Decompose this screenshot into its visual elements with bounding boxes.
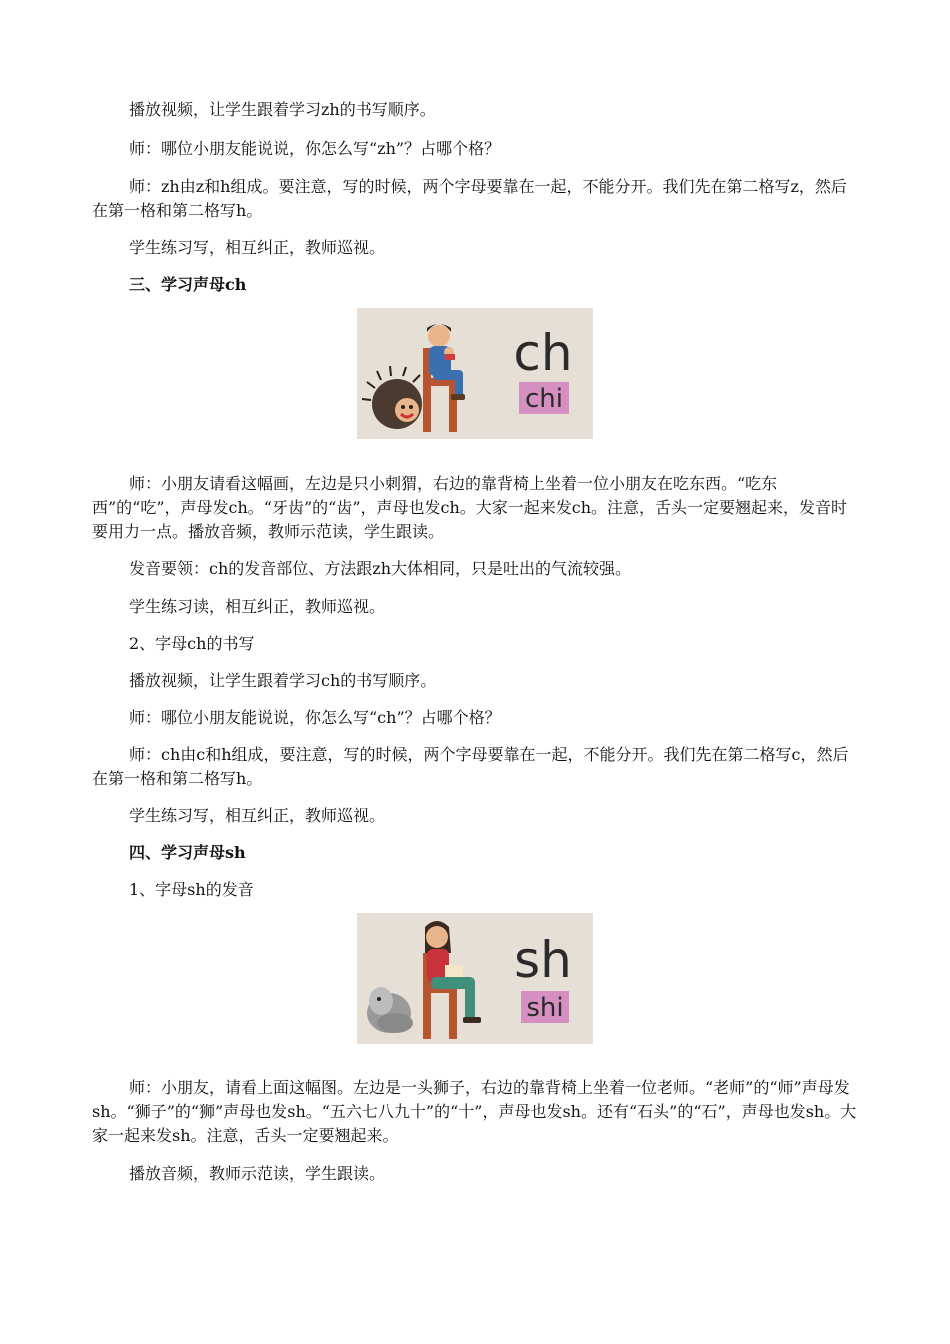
section-heading: 三、学习声母ch (129, 275, 247, 294)
paragraph: 播放视频，让学生跟着学习zh的书写顺序。 (129, 100, 436, 119)
paragraph: 师：zh由z和h组成。要注意，写的时候，两个字母要靠在一起，不能分开。我们先在第二格写z，然后在第一格和第二格写h。 (92, 177, 847, 220)
paragraph: 发音要领：ch的发音部位、方法跟zh大体相同，只是吐出的气流较强。 (129, 559, 632, 578)
illustration-sh (357, 913, 593, 1044)
child-eating-icon (427, 324, 465, 400)
paragraph: 师：ch由c和h组成，要注意，写的时候，两个字母要靠在一起，不能分开。我们先在第二格写c，然后在第一格和第二格写h。 (92, 745, 849, 788)
paragraph: 播放音频，教师示范读，学生跟读。 (129, 1164, 386, 1183)
lion-icon (367, 987, 413, 1033)
section-heading: 四、学习声母sh (129, 843, 246, 862)
paragraph: 播放视频，让学生跟着学习ch的书写顺序。 (129, 671, 437, 690)
letter-ch: ch (513, 324, 573, 382)
hedgehog-icon (362, 366, 422, 429)
paragraph: 师：小朋友，请看上面这幅图。左边是一头狮子，右边的靠背椅上坐着一位老师。“老师”的“师”声母发sh。“狮子”的“狮”声母也发sh。“五六七八九十”的“十”，声母也发sh。还有“石头”的“石”，声母也发sh。大家一起来发sh。注意，舌头一定要翘起来。 (92, 1078, 857, 1145)
paragraph: 师：小朋友请看这幅画，左边是只小刺猬，右边的靠背椅上坐着一位小朋友在吃东西。“吃东西”的“吃”，声母发ch。“牙齿”的“齿”，声母也发ch。大家一起来发ch。注意，舌头一定要翘起来，发音时要用力一点。播放音频，教师示范读，学生跟读。 (92, 474, 848, 541)
paragraph: 师：哪位小朋友能说说，你怎么写“zh”？占哪个格？ (129, 139, 501, 158)
paragraph: 学生练习读，相互纠正，教师巡视。 (129, 597, 386, 616)
paragraph: 学生练习写，相互纠正，教师巡视。 (129, 806, 386, 825)
paragraph: 学生练习写，相互纠正，教师巡视。 (129, 238, 386, 257)
syllable-shi: shi (526, 993, 564, 1023)
sub-heading: 2、字母ch的书写 (129, 634, 255, 653)
paragraph: 师：哪位小朋友能说说，你怎么写“ch”？占哪个格？ (129, 708, 501, 727)
letter-sh: sh (514, 931, 572, 989)
illustration-ch (357, 308, 593, 439)
sub-heading: 1、字母sh的发音 (129, 880, 254, 899)
syllable-chi: chi (525, 384, 563, 414)
